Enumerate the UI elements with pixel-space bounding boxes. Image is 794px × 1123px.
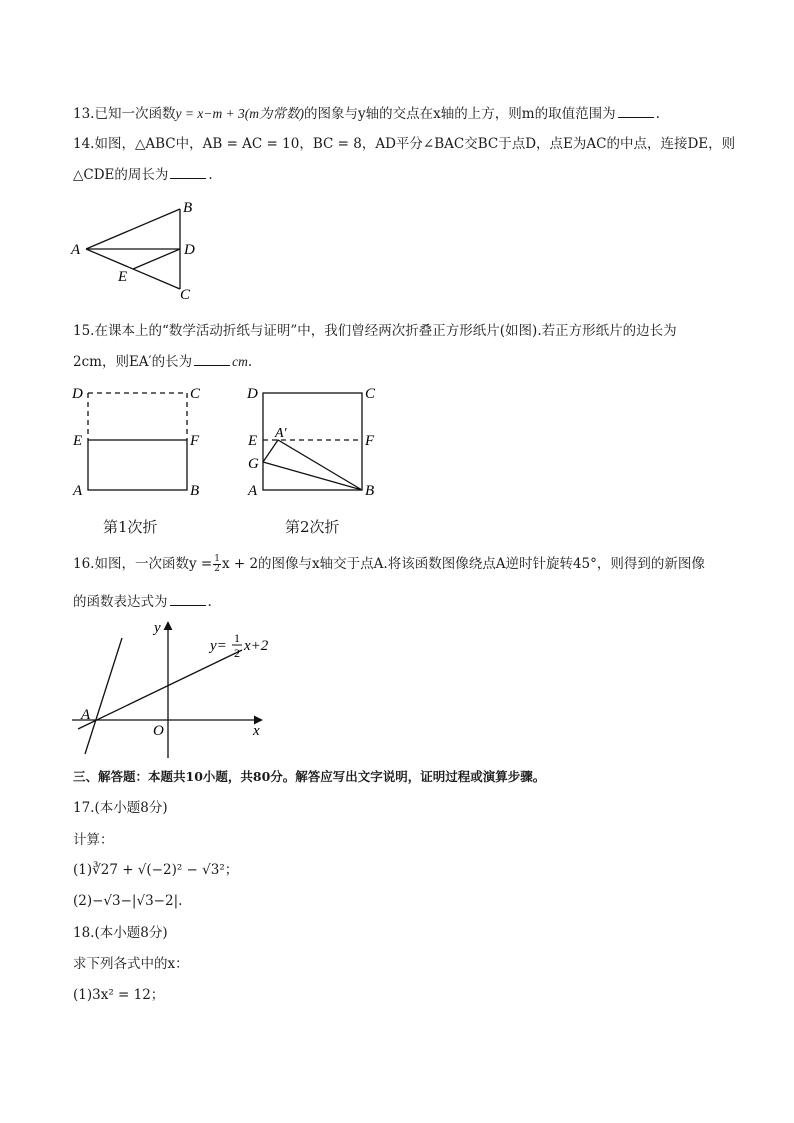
q14-label-C: C: [180, 287, 191, 303]
q15a-label-E: E: [73, 433, 83, 449]
q15-line2: 2cm，则EA′的长为: [73, 354, 193, 370]
q14-line2: △CDE的周长为: [73, 167, 169, 183]
q14-end: .: [208, 167, 213, 183]
q13-text-b: 的图象与y轴的交点在x轴的上方，则m的取值范围为: [304, 106, 616, 122]
q13-number: 13.: [73, 106, 95, 122]
q15b-label-F: F: [365, 433, 375, 449]
q14-label-A: A: [71, 242, 81, 258]
q16-answer-blank[interactable]: [170, 592, 206, 606]
q14-label-E: E: [118, 269, 128, 285]
q15b-label-A-prime: A′: [275, 426, 287, 441]
q14-triangle-figure: [68, 196, 208, 304]
q16-frac-den: 2: [214, 564, 220, 574]
q18-title: 18.(本小题8分): [73, 925, 168, 941]
q17-item2: (2)−√3−|√3−2|.: [73, 893, 183, 909]
q16-point-A-label: A: [81, 707, 91, 723]
q16-line-eq-a: y=: [210, 638, 227, 654]
q16-text-b: x + 2的图像与x轴交于点A.将该函数图像绕点A逆时针旋转45°，则得到的新图像: [221, 556, 705, 572]
q17-title: 17.(本小题8分): [73, 800, 168, 816]
q15b-label-D: D: [247, 386, 258, 402]
q15b-label-B: B: [365, 483, 375, 499]
q16-graph-figure: [70, 618, 290, 768]
question-14-line1: [73, 135, 735, 153]
q16-line-frac-den: 2: [234, 646, 240, 660]
q16-origin-label: O: [153, 723, 164, 739]
q15a-label-A: A: [73, 483, 83, 499]
q15-answer-blank[interactable]: [194, 352, 230, 366]
q15-fold2-figure: [245, 382, 385, 502]
q16-line-frac-num: 1: [234, 631, 240, 645]
rotated-line: [85, 638, 122, 754]
q15-fig1-caption: 第1次折: [103, 518, 158, 536]
question-16-line2: [73, 592, 212, 611]
q15b-label-C: C: [365, 386, 376, 402]
q14-label-B: B: [183, 200, 193, 216]
q18-instruction: 求下列各式中的x：: [73, 956, 189, 972]
question-13: [73, 104, 660, 123]
q16-y-axis-label: y: [154, 620, 161, 636]
q15a-label-D: D: [72, 386, 83, 402]
question-15-line2: [73, 352, 252, 371]
question-14-line2: [73, 165, 213, 184]
question-16-line1: [73, 555, 705, 574]
q15a-label-F: F: [190, 433, 200, 449]
q13-answer-blank[interactable]: [618, 104, 654, 118]
q16-line2: 的函数表达式为: [73, 594, 168, 610]
section-3-heading: 三、解答题：本题共10小题，共80分。解答应写出文字说明，证明过程或演算步骤。: [73, 769, 546, 784]
original-line: [78, 650, 242, 729]
q16-text-a: 如图，一次函数y =: [94, 556, 213, 572]
q15a-label-C: C: [190, 386, 201, 402]
q17-instruction: 计算：: [73, 832, 114, 848]
q15b-label-A: A: [248, 483, 258, 499]
q15a-label-B: B: [190, 483, 200, 499]
q16-number: 16.: [73, 556, 95, 572]
q15-fig2-caption: 第2次折: [285, 518, 340, 536]
q13-end: .: [655, 106, 660, 122]
question-15-line1: [73, 322, 677, 340]
q15b-label-G: G: [248, 456, 259, 472]
q16-line-eq-b: x+2: [244, 638, 269, 654]
q16-x-axis-label: x: [253, 723, 260, 739]
q15-end: .: [247, 354, 253, 370]
q14-line1: 如图，△ABC中，AB = AC = 10，BC = 8，AD平分∠BAC交BC于点D，点E为AC的中点，连接DE，则: [94, 136, 736, 152]
q13-text-a: 已知一次函数: [94, 106, 176, 122]
q18-item1: (1)3x² = 12；: [73, 987, 165, 1003]
q15-number: 15.: [73, 323, 95, 339]
q14-label-D: D: [184, 242, 195, 258]
q16-fraction: [213, 555, 221, 574]
q16-end: .: [207, 594, 212, 610]
q14-answer-blank[interactable]: [170, 165, 206, 179]
q14-number: 14.: [73, 136, 95, 152]
q15b-label-E: E: [248, 433, 258, 449]
q15-unit: cm: [232, 354, 248, 369]
q15-fold1-figure: [70, 382, 210, 502]
q17-item1: (1)∛27 + √(−2)² − √3²；: [73, 862, 239, 878]
q13-formula: y = x−m + 3(m为常数): [175, 106, 305, 121]
q15-line1: 在课本上的“数学活动折纸与证明”中，我们曾经两次折叠正方形纸片(如图).若正方形纸片的边长为: [94, 323, 677, 339]
q16-frac-num: 1: [214, 554, 220, 564]
